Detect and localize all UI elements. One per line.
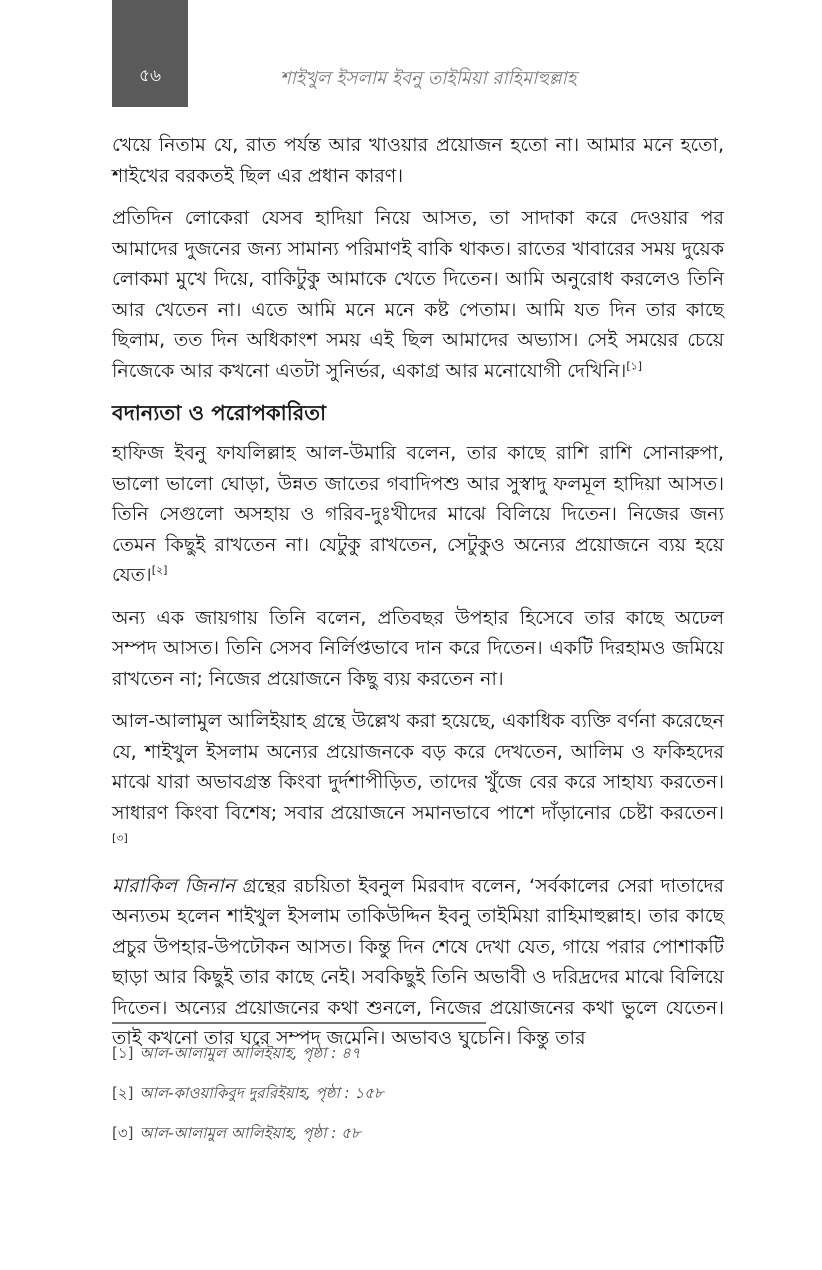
footnote-source: আল-আলামুল আলিইয়াহ, পৃষ্ঠা : ৪৭ xyxy=(139,1044,361,1062)
footnotes xyxy=(112,1038,384,1158)
footnote-marker: [৩] xyxy=(112,1124,134,1142)
paragraph-text: খেয়ে নিতাম যে, রাত পর্যন্ত আর খাওয়ার প্রয়োজন হতো না। আমার মনে হতো, শাইখের বরকতই ছিল এর প্রধান কারণ। xyxy=(112,134,724,187)
paragraph xyxy=(112,871,724,1054)
paragraph xyxy=(112,203,724,386)
footnote xyxy=(112,1038,384,1078)
section-heading: বদান্যতা ও পরোপকারিতা xyxy=(112,401,327,425)
footnote-ref[interactable]: [১] xyxy=(626,359,643,373)
paragraph xyxy=(112,706,724,859)
footnote-marker: [১] xyxy=(112,1044,134,1062)
paragraph-text: হাফিজ ইবনু ফাযলিল্লাহ আল-উমারি বলেন, তার কাছে রাশি রাশি সোনারুপা, ভালো ভালো ঘোড়া, উন্নত জাতের গবাদিপশু আর সুস্বাদু ফলমূল হাদিয়া আসত। তিনি সেগুলো অসহায় ও গরিব-দুঃখীদের মাঝে বিলিয়ে দিতেন। নিজের জন্য তেমন কিছুই রাখতেন না। যেটুকু রাখতেন, সেটুকুও অন্যের প্রয়োজনে ব্যয় হয়ে যেত। xyxy=(112,442,724,586)
footnote-source: আল-কাওয়াকিবুদ দুররিইয়াহ, পৃষ্ঠা : ১৫৮ xyxy=(139,1084,384,1102)
paragraph-text: আল-আলামুল আলিইয়াহ গ্রন্থে উল্লেখ করা হয়েছে, একাধিক ব্যক্তি বর্ণনা করেছেন যে, শাইখুল ইসলাম অন্যের প্রয়োজনকে বড় করে দেখতেন, আলিম ও ফকিহদের মাঝে যারা অভাবগ্রস্ত কিংবা দুর্দশাপীড়িত, তাদের খুঁজে বের করে সাহায্য করতেন। সাধারণ কিংবা বিশেষ; সবার প্রয়োজনে সমানভাবে পাশে দাঁড়ানোর চেষ্টা করতেন। xyxy=(112,710,724,824)
paragraph-text: প্রতিদিন লোকেরা যেসব হাদিয়া নিয়ে আসত, তা সাদাকা করে দেওয়ার পর আমাদের দুজনের জন্য সামান্য পরিমাণই বাকি থাকত। রাতের খাবারের সময় দুয়েক লোকমা মুখে দিয়ে, বাকিটুকু আমাকে খেতে দিতেন। আমি অনুরোধ করলেও তিনি আর খেতেন না। এতে আমি মনে মনে কষ্ট পেতাম। আমি যত দিন তার কাছে ছিলাম, তত দিন অধিকাংশ সময় এই ছিল আমাদের অভ্যাস। সেই সময়ের চেয়ে নিজেকে আর কখনো এতটা সুনির্ভর, একাগ্র আর মনোযোগী দেখিনি। xyxy=(112,207,724,382)
paragraph xyxy=(112,130,724,191)
running-title: শাইখুল ইসলাম ইবনু তাইমিয়া রাহিমাহুল্লাহ xyxy=(280,68,577,89)
footnote xyxy=(112,1118,384,1158)
paragraph xyxy=(112,603,724,695)
paragraph-text: অন্য এক জায়গায় তিনি বলেন, প্রতিবছর উপহার হিসেবে তার কাছে অঢেল সম্পদ আসত। তিনি সেসব নির্লিপ্তভাবে দান করে দিতেন। একটি দিরহামও জমিয়ে রাখতেন না; নিজের প্রয়োজনে কিছু ব্যয় করতেন না। xyxy=(112,606,724,690)
footnote-ref[interactable]: [৩] xyxy=(112,831,128,845)
footnote-source: আল-আলামুল আলিইয়াহ, পৃষ্ঠা : ৫৮ xyxy=(139,1124,361,1142)
paragraph-text: গ্রন্থের রচয়িতা ইবনুল মিরবাদ বলেন, ‘সর্বকালের সেরা দাতাদের অন্যতম হলেন শাইখুল ইসলাম তাকিউদ্দিন ইবনু তাইমিয়া রাহিমাহুল্লাহ। তার কাছে প্রচুর উপহার-উপঢৌকন আসত। কিন্তু দিন শেষে দেখা যেত, গায়ে পরার পোশাকটি ছাড়া আর কিছুই তার কাছে নেই। সবকিছুই তিনি অভাবী ও দরিদ্রদের মাঝে বিলিয়ে দিতেন। অন্যের প্রয়োজনের কথা শুনলে, নিজের প্রয়োজনের কথা ভুলে যেতেন। তাই কখনো তার ঘরে সম্পদ জমেনি। অভাবও ঘুচেনি। কিন্তু তার xyxy=(112,874,724,1049)
footnote-marker: [২] xyxy=(112,1084,134,1102)
page-body xyxy=(112,130,724,1066)
book-title: মারাকিল জিনান xyxy=(112,874,236,897)
page-number: ৫৬ xyxy=(138,66,162,86)
footnote-separator xyxy=(112,1022,486,1024)
footnote xyxy=(112,1078,384,1118)
paragraph xyxy=(112,438,724,591)
page-number-box xyxy=(112,0,188,107)
footnote-ref[interactable]: [২] xyxy=(151,563,168,577)
